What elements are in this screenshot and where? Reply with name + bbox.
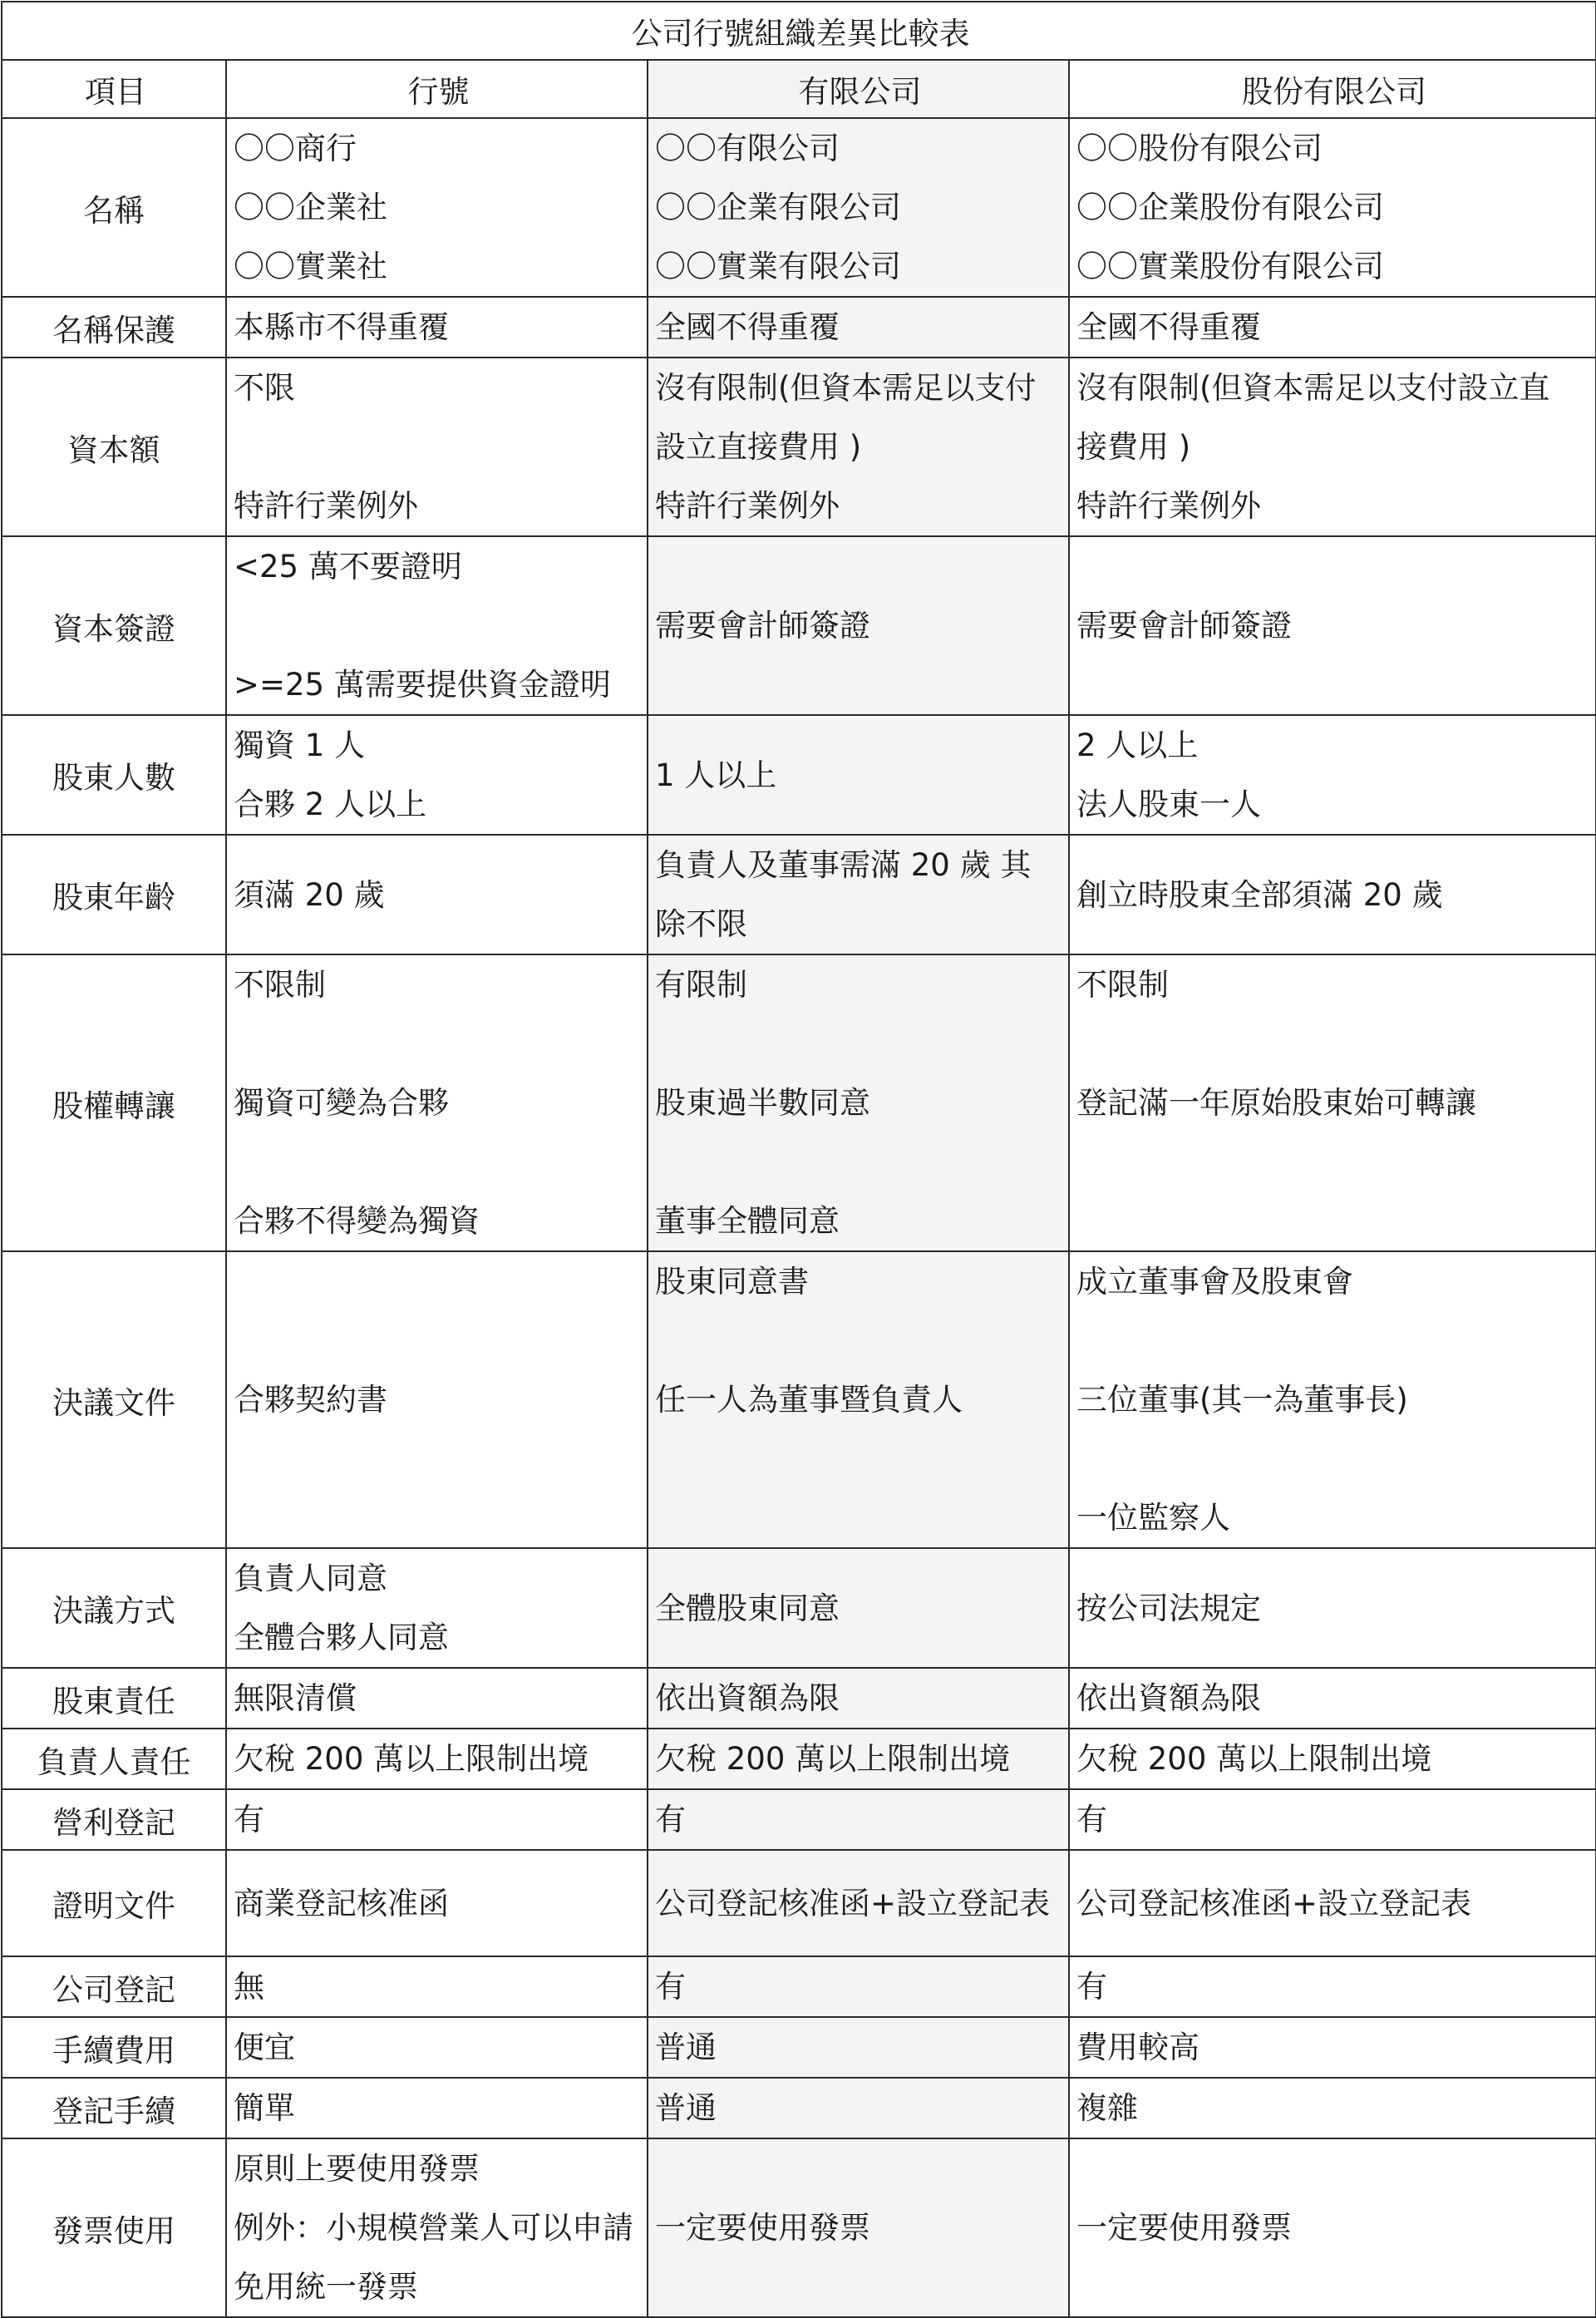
cell-text-line: 〇〇企業社 bbox=[234, 190, 387, 225]
cell-text-line: 不限制 bbox=[1076, 967, 1169, 1003]
cell-text-line: 公司登記核准函+設立登記表 bbox=[1076, 1885, 1472, 1921]
cell-text-line: 欠稅 200 萬以上限制出境 bbox=[1076, 1741, 1432, 1777]
table-row bbox=[2, 715, 1596, 835]
cell-limited-company bbox=[648, 1956, 1069, 2017]
cell-sole-proprietorship bbox=[226, 2078, 648, 2138]
cell-company-limited-by-shares bbox=[1069, 2138, 1596, 2317]
cell-sole-proprietorship bbox=[226, 1850, 648, 1956]
cell-text-line: 登記滿一年原始股東始可轉讓 bbox=[1076, 1085, 1476, 1121]
cell-text-line: 2 人以上 bbox=[1076, 727, 1199, 763]
cell-sole-proprietorship bbox=[226, 2017, 648, 2078]
cell-text-line: 例外：小規模營業人可以申請 bbox=[234, 2210, 633, 2246]
cell-text-line: 特許行業例外 bbox=[655, 488, 840, 524]
comparison-table bbox=[1, 1, 1596, 2318]
row-item-label: 名稱保護 bbox=[2, 297, 226, 358]
cell-limited-company bbox=[648, 1251, 1069, 1548]
table-row bbox=[2, 2017, 1596, 2078]
cell-sole-proprietorship bbox=[226, 954, 648, 1251]
cell-text-line: 不限 bbox=[234, 370, 295, 406]
cell-text-line: 不限制 bbox=[234, 967, 326, 1003]
cell-text-line: 設立直接費用 ) bbox=[655, 429, 862, 465]
cell-sole-proprietorship bbox=[226, 118, 648, 297]
cell-text-line: 〇〇股份有限公司 bbox=[1076, 131, 1323, 166]
cell-text-line: 一定要使用發票 bbox=[655, 2210, 870, 2246]
cell-company-limited-by-shares bbox=[1069, 1956, 1596, 2017]
cell-company-limited-by-shares bbox=[1069, 2017, 1596, 2078]
spacer-line bbox=[1076, 1429, 1592, 1488]
spacer-line bbox=[1076, 1311, 1592, 1370]
cell-text-line: 合夥契約書 bbox=[234, 1382, 387, 1418]
spacer-line bbox=[234, 1014, 643, 1073]
cell-text-line: 費用較高 bbox=[1076, 2029, 1199, 2065]
table-row bbox=[2, 1729, 1596, 1789]
spacer-line bbox=[234, 596, 643, 655]
cell-sole-proprietorship bbox=[226, 1729, 648, 1789]
cell-company-limited-by-shares bbox=[1069, 536, 1596, 715]
cell-company-limited-by-shares bbox=[1069, 1789, 1596, 1850]
cell-limited-company bbox=[648, 2017, 1069, 2078]
cell-text-line: 〇〇企業有限公司 bbox=[655, 190, 901, 225]
cell-text-line: 股東過半數同意 bbox=[655, 1085, 870, 1121]
cell-text-line: >=25 萬需要提供資金證明 bbox=[234, 667, 611, 703]
cell-company-limited-by-shares bbox=[1069, 954, 1596, 1251]
spacer-line bbox=[234, 417, 643, 476]
cell-limited-company bbox=[648, 1789, 1069, 1850]
row-item-label: 營利登記 bbox=[2, 1789, 226, 1850]
table-row bbox=[2, 1548, 1596, 1668]
cell-limited-company bbox=[648, 1729, 1069, 1789]
cell-text-line: 依出資額為限 bbox=[1076, 1680, 1261, 1716]
spacer-line bbox=[1076, 1132, 1592, 1191]
cell-text-line: 〇〇商行 bbox=[234, 131, 357, 166]
row-item-label: 負責人責任 bbox=[2, 1729, 226, 1789]
row-item-label: 股東人數 bbox=[2, 715, 226, 835]
cell-text-line: 全體合夥人同意 bbox=[234, 1620, 449, 1655]
table-row bbox=[2, 1956, 1596, 2017]
cell-text-line: 成立董事會及股東會 bbox=[1076, 1264, 1353, 1300]
cell-text-line: 任一人為董事暨負責人 bbox=[655, 1382, 963, 1418]
cell-text-line: 免用統一發票 bbox=[234, 2269, 418, 2305]
cell-text-line: 沒有限制(但資本需足以支付 bbox=[655, 370, 1037, 406]
cell-company-limited-by-shares bbox=[1069, 358, 1596, 536]
cell-company-limited-by-shares bbox=[1069, 297, 1596, 358]
cell-text-line: 股東同意書 bbox=[655, 1264, 809, 1300]
cell-text-line: 接費用 ) bbox=[1076, 429, 1191, 465]
cell-text-line: 須滿 20 歲 bbox=[234, 876, 385, 913]
cell-text-line: 需要會計師簽證 bbox=[655, 608, 870, 644]
cell-text-line: 特許行業例外 bbox=[234, 488, 418, 524]
cell-text-line: 合夥 2 人以上 bbox=[234, 787, 427, 822]
cell-company-limited-by-shares bbox=[1069, 1850, 1596, 1956]
cell-text-line: 商業登記核准函 bbox=[234, 1885, 449, 1921]
cell-sole-proprietorship bbox=[226, 1251, 648, 1548]
cell-text-line: 1 人以上 bbox=[655, 757, 777, 793]
cell-text-line: 普通 bbox=[655, 2029, 717, 2065]
cell-company-limited-by-shares bbox=[1069, 1548, 1596, 1668]
cell-text-line: 〇〇有限公司 bbox=[655, 131, 840, 166]
table-row bbox=[2, 835, 1596, 954]
cell-text-line: 董事全體同意 bbox=[655, 1203, 840, 1239]
row-item-label: 手續費用 bbox=[2, 2017, 226, 2078]
spacer-line bbox=[234, 1132, 643, 1191]
cell-text-line: 無限清償 bbox=[234, 1680, 357, 1716]
cell-text-line: 本縣市不得重覆 bbox=[234, 309, 449, 345]
row-item-label: 股權轉讓 bbox=[2, 954, 226, 1251]
row-item-label: 決議文件 bbox=[2, 1251, 226, 1548]
cell-text-line: 簡單 bbox=[234, 2090, 295, 2126]
table-title: 公司行號組織差異比較表 bbox=[2, 2, 1596, 60]
cell-company-limited-by-shares bbox=[1069, 1251, 1596, 1548]
header-row bbox=[2, 60, 1596, 118]
cell-sole-proprietorship bbox=[226, 1789, 648, 1850]
cell-sole-proprietorship bbox=[226, 715, 648, 835]
cell-text-line: 〇〇實業股份有限公司 bbox=[1076, 249, 1384, 284]
cell-limited-company bbox=[648, 1548, 1069, 1668]
cell-company-limited-by-shares bbox=[1069, 715, 1596, 835]
cell-text-line: 無 bbox=[234, 1969, 264, 2005]
spacer-line bbox=[655, 1429, 1065, 1488]
cell-text-line: 按公司法規定 bbox=[1076, 1590, 1261, 1626]
cell-limited-company bbox=[648, 1850, 1069, 1956]
cell-text-line: 複雜 bbox=[1076, 2090, 1138, 2126]
cell-limited-company bbox=[648, 954, 1069, 1251]
table-body bbox=[2, 118, 1596, 2317]
cell-text-line: 全國不得重覆 bbox=[655, 309, 840, 345]
header-company-limited-by-shares: 股份有限公司 bbox=[1069, 60, 1596, 118]
cell-sole-proprietorship bbox=[226, 2138, 648, 2317]
cell-company-limited-by-shares bbox=[1069, 1668, 1596, 1729]
row-item-label: 名稱 bbox=[2, 118, 226, 297]
cell-sole-proprietorship bbox=[226, 1548, 648, 1668]
cell-limited-company bbox=[648, 2138, 1069, 2317]
cell-limited-company bbox=[648, 118, 1069, 297]
cell-text-line: 〇〇實業社 bbox=[234, 249, 387, 284]
row-item-label: 證明文件 bbox=[2, 1850, 226, 1956]
header-item: 項目 bbox=[2, 60, 226, 118]
cell-text-line: 有限制 bbox=[655, 967, 747, 1003]
cell-text-line: 除不限 bbox=[655, 906, 747, 942]
cell-limited-company bbox=[648, 715, 1069, 835]
cell-text-line: 有 bbox=[1076, 1802, 1107, 1837]
table-row bbox=[2, 2138, 1596, 2317]
table-row bbox=[2, 1789, 1596, 1850]
spacer-line bbox=[1076, 1191, 1592, 1250]
cell-text-line: 依出資額為限 bbox=[655, 1680, 840, 1716]
cell-text-line: 合夥不得變為獨資 bbox=[234, 1203, 480, 1239]
cell-text-line: 需要會計師簽證 bbox=[1076, 608, 1292, 644]
cell-text-line: 欠稅 200 萬以上限制出境 bbox=[234, 1741, 589, 1777]
header-limited-company: 有限公司 bbox=[648, 60, 1069, 118]
cell-text-line: <25 萬不要證明 bbox=[234, 549, 462, 584]
cell-text-line: 獨資 1 人 bbox=[234, 727, 366, 763]
spacer-line bbox=[655, 1488, 1065, 1547]
cell-text-line: 〇〇企業股份有限公司 bbox=[1076, 190, 1384, 225]
cell-text-line: 原則上要使用發票 bbox=[234, 2151, 480, 2187]
spacer-line bbox=[655, 1311, 1065, 1370]
table-row bbox=[2, 2078, 1596, 2138]
cell-text-line: 全體股東同意 bbox=[655, 1590, 840, 1626]
spacer-line bbox=[655, 1014, 1065, 1073]
spacer-line bbox=[1076, 1014, 1592, 1073]
row-item-label: 股東年齡 bbox=[2, 835, 226, 954]
spacer-line bbox=[655, 1132, 1065, 1191]
cell-sole-proprietorship bbox=[226, 1956, 648, 2017]
row-item-label: 資本簽證 bbox=[2, 536, 226, 715]
cell-text-line: 三位董事(其一為董事長) bbox=[1076, 1382, 1408, 1418]
cell-company-limited-by-shares bbox=[1069, 2078, 1596, 2138]
cell-text-line: 普通 bbox=[655, 2090, 717, 2126]
cell-company-limited-by-shares bbox=[1069, 118, 1596, 297]
cell-text-line: 公司登記核准函+設立登記表 bbox=[655, 1885, 1051, 1921]
cell-text-line: 負責人同意 bbox=[234, 1561, 387, 1596]
cell-sole-proprietorship bbox=[226, 536, 648, 715]
cell-text-line: 欠稅 200 萬以上限制出境 bbox=[655, 1741, 1011, 1777]
row-item-label: 資本額 bbox=[2, 358, 226, 536]
cell-company-limited-by-shares bbox=[1069, 835, 1596, 954]
cell-limited-company bbox=[648, 2078, 1069, 2138]
title-row bbox=[2, 2, 1596, 60]
cell-sole-proprietorship bbox=[226, 358, 648, 536]
cell-text-line: 〇〇實業有限公司 bbox=[655, 249, 901, 284]
cell-sole-proprietorship bbox=[226, 297, 648, 358]
table-row bbox=[2, 297, 1596, 358]
cell-text-line: 沒有限制(但資本需足以支付設立直 bbox=[1076, 370, 1550, 406]
cell-text-line: 一定要使用發票 bbox=[1076, 2210, 1292, 2246]
cell-limited-company bbox=[648, 297, 1069, 358]
cell-text-line: 有 bbox=[1076, 1969, 1107, 2005]
cell-text-line: 特許行業例外 bbox=[1076, 488, 1261, 524]
cell-sole-proprietorship bbox=[226, 835, 648, 954]
table-row bbox=[2, 358, 1596, 536]
cell-text-line: 有 bbox=[655, 1802, 686, 1837]
row-item-label: 登記手續 bbox=[2, 2078, 226, 2138]
table-row bbox=[2, 1850, 1596, 1956]
row-item-label: 公司登記 bbox=[2, 1956, 226, 2017]
cell-limited-company bbox=[648, 835, 1069, 954]
row-item-label: 決議方式 bbox=[2, 1548, 226, 1668]
cell-text-line: 有 bbox=[234, 1802, 264, 1837]
table-row bbox=[2, 118, 1596, 297]
cell-text-line: 全國不得重覆 bbox=[1076, 309, 1261, 345]
table-row bbox=[2, 1668, 1596, 1729]
cell-sole-proprietorship bbox=[226, 1668, 648, 1729]
cell-company-limited-by-shares bbox=[1069, 1729, 1596, 1789]
header-sole-proprietorship: 行號 bbox=[226, 60, 648, 118]
cell-text-line: 便宜 bbox=[234, 2029, 295, 2065]
cell-text-line: 負責人及董事需滿 20 歲 其 bbox=[655, 847, 1032, 883]
cell-text-line: 有 bbox=[655, 1969, 686, 2005]
row-item-label: 發票使用 bbox=[2, 2138, 226, 2317]
row-item-label: 股東責任 bbox=[2, 1668, 226, 1729]
cell-limited-company bbox=[648, 358, 1069, 536]
table-row bbox=[2, 954, 1596, 1251]
cell-text-line: 法人股東一人 bbox=[1076, 787, 1261, 822]
cell-text-line: 一位監察人 bbox=[1076, 1500, 1230, 1536]
cell-limited-company bbox=[648, 536, 1069, 715]
table-row bbox=[2, 536, 1596, 715]
cell-limited-company bbox=[648, 1668, 1069, 1729]
table-row bbox=[2, 1251, 1596, 1548]
cell-text-line: 獨資可變為合夥 bbox=[234, 1085, 449, 1121]
cell-text-line: 創立時股東全部須滿 20 歲 bbox=[1076, 876, 1443, 913]
